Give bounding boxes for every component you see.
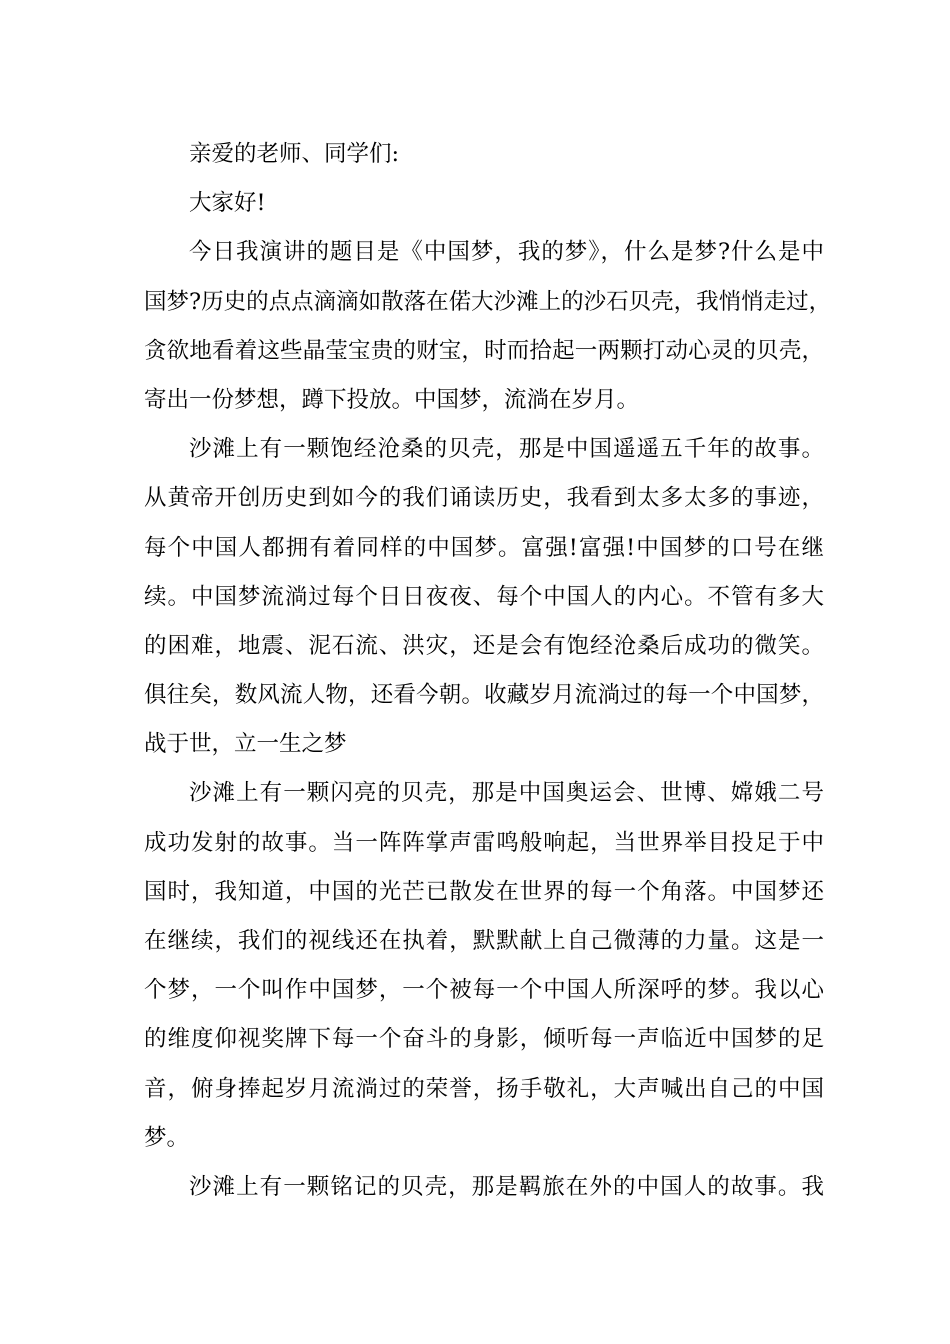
paragraph-3-line-2: 成功发射的故事。当一阵阵掌声雷鸣般响起，当世界举目投足于中 [144, 829, 824, 856]
paragraph-3-line-5: 个梦，一个叫作中国梦，一个被每一个中国人所深呼的梦。我以心 [144, 977, 824, 1004]
salutation: 亲爱的老师、同学们: [189, 141, 400, 167]
paragraph-2-line-5: 的困难，地震、泥石流、洪灾，还是会有饱经沧桑后成功的微笑。 [144, 632, 824, 659]
paragraph-3-line-4: 在继续，我们的视线还在执着，默默献上自己微薄的力量。这是一 [144, 928, 824, 954]
paragraph-1-line-1: 今日我演讲的题目是《中国梦，我的梦》，什么是梦?什么是中 [189, 239, 824, 266]
paragraph-1-line-3: 贪欲地看着这些晶莹宝贵的财宝，时而拾起一两颗打动心灵的贝壳， [144, 337, 824, 364]
paragraph-3-line-7: 音，俯身捧起岁月流淌过的荣誉，扬手敬礼，大声喊出自己的中国 [144, 1075, 824, 1102]
paragraph-3-line-3: 国时，我知道，中国的光芒已散发在世界的每一个角落。中国梦还 [144, 878, 824, 905]
paragraph-2-line-7: 战于世，立一生之梦 [144, 731, 347, 758]
paragraph-2-line-2: 从黄帝开创历史到如今的我们诵读历史，我看到太多太多的事迹， [144, 485, 824, 512]
paragraph-2-line-4: 续。中国梦流淌过每个日日夜夜、每个中国人的内心。不管有多大 [144, 583, 824, 610]
paragraph-2-line-6: 俱往矣，数风流人物，还看今朝。收藏岁月流淌过的每一个中国梦， [144, 682, 824, 709]
paragraph-4-line-1: 沙滩上有一颗铭记的贝壳，那是羁旅在外的中国人的故事。我 [189, 1173, 824, 1200]
paragraph-3-line-1: 沙滩上有一颗闪亮的贝壳，那是中国奥运会、世博、嫦娥二号 [189, 780, 824, 807]
paragraph-1-line-2: 国梦?历史的点点滴滴如散落在偌大沙滩上的沙石贝壳，我悄悄走过， [144, 288, 832, 315]
paragraph-2-line-1: 沙滩上有一颗饱经沧桑的贝壳，那是中国遥遥五千年的故事。 [189, 436, 824, 463]
greeting: 大家好! [189, 190, 266, 217]
paragraph-3-line-6: 的维度仰视奖牌下每一个奋斗的身影，倾听每一声临近中国梦的足 [144, 1026, 824, 1053]
paragraph-1-line-4: 寄出一份梦想，蹲下投放。中国梦，流淌在岁月。 [144, 386, 640, 413]
document-body [144, 130, 832, 1212]
paragraph-2-line-3: 每个中国人都拥有着同样的中国梦。富强!富强!中国梦的口号在继 [144, 534, 824, 561]
paragraph-3-line-8: 梦。 [144, 1124, 190, 1151]
